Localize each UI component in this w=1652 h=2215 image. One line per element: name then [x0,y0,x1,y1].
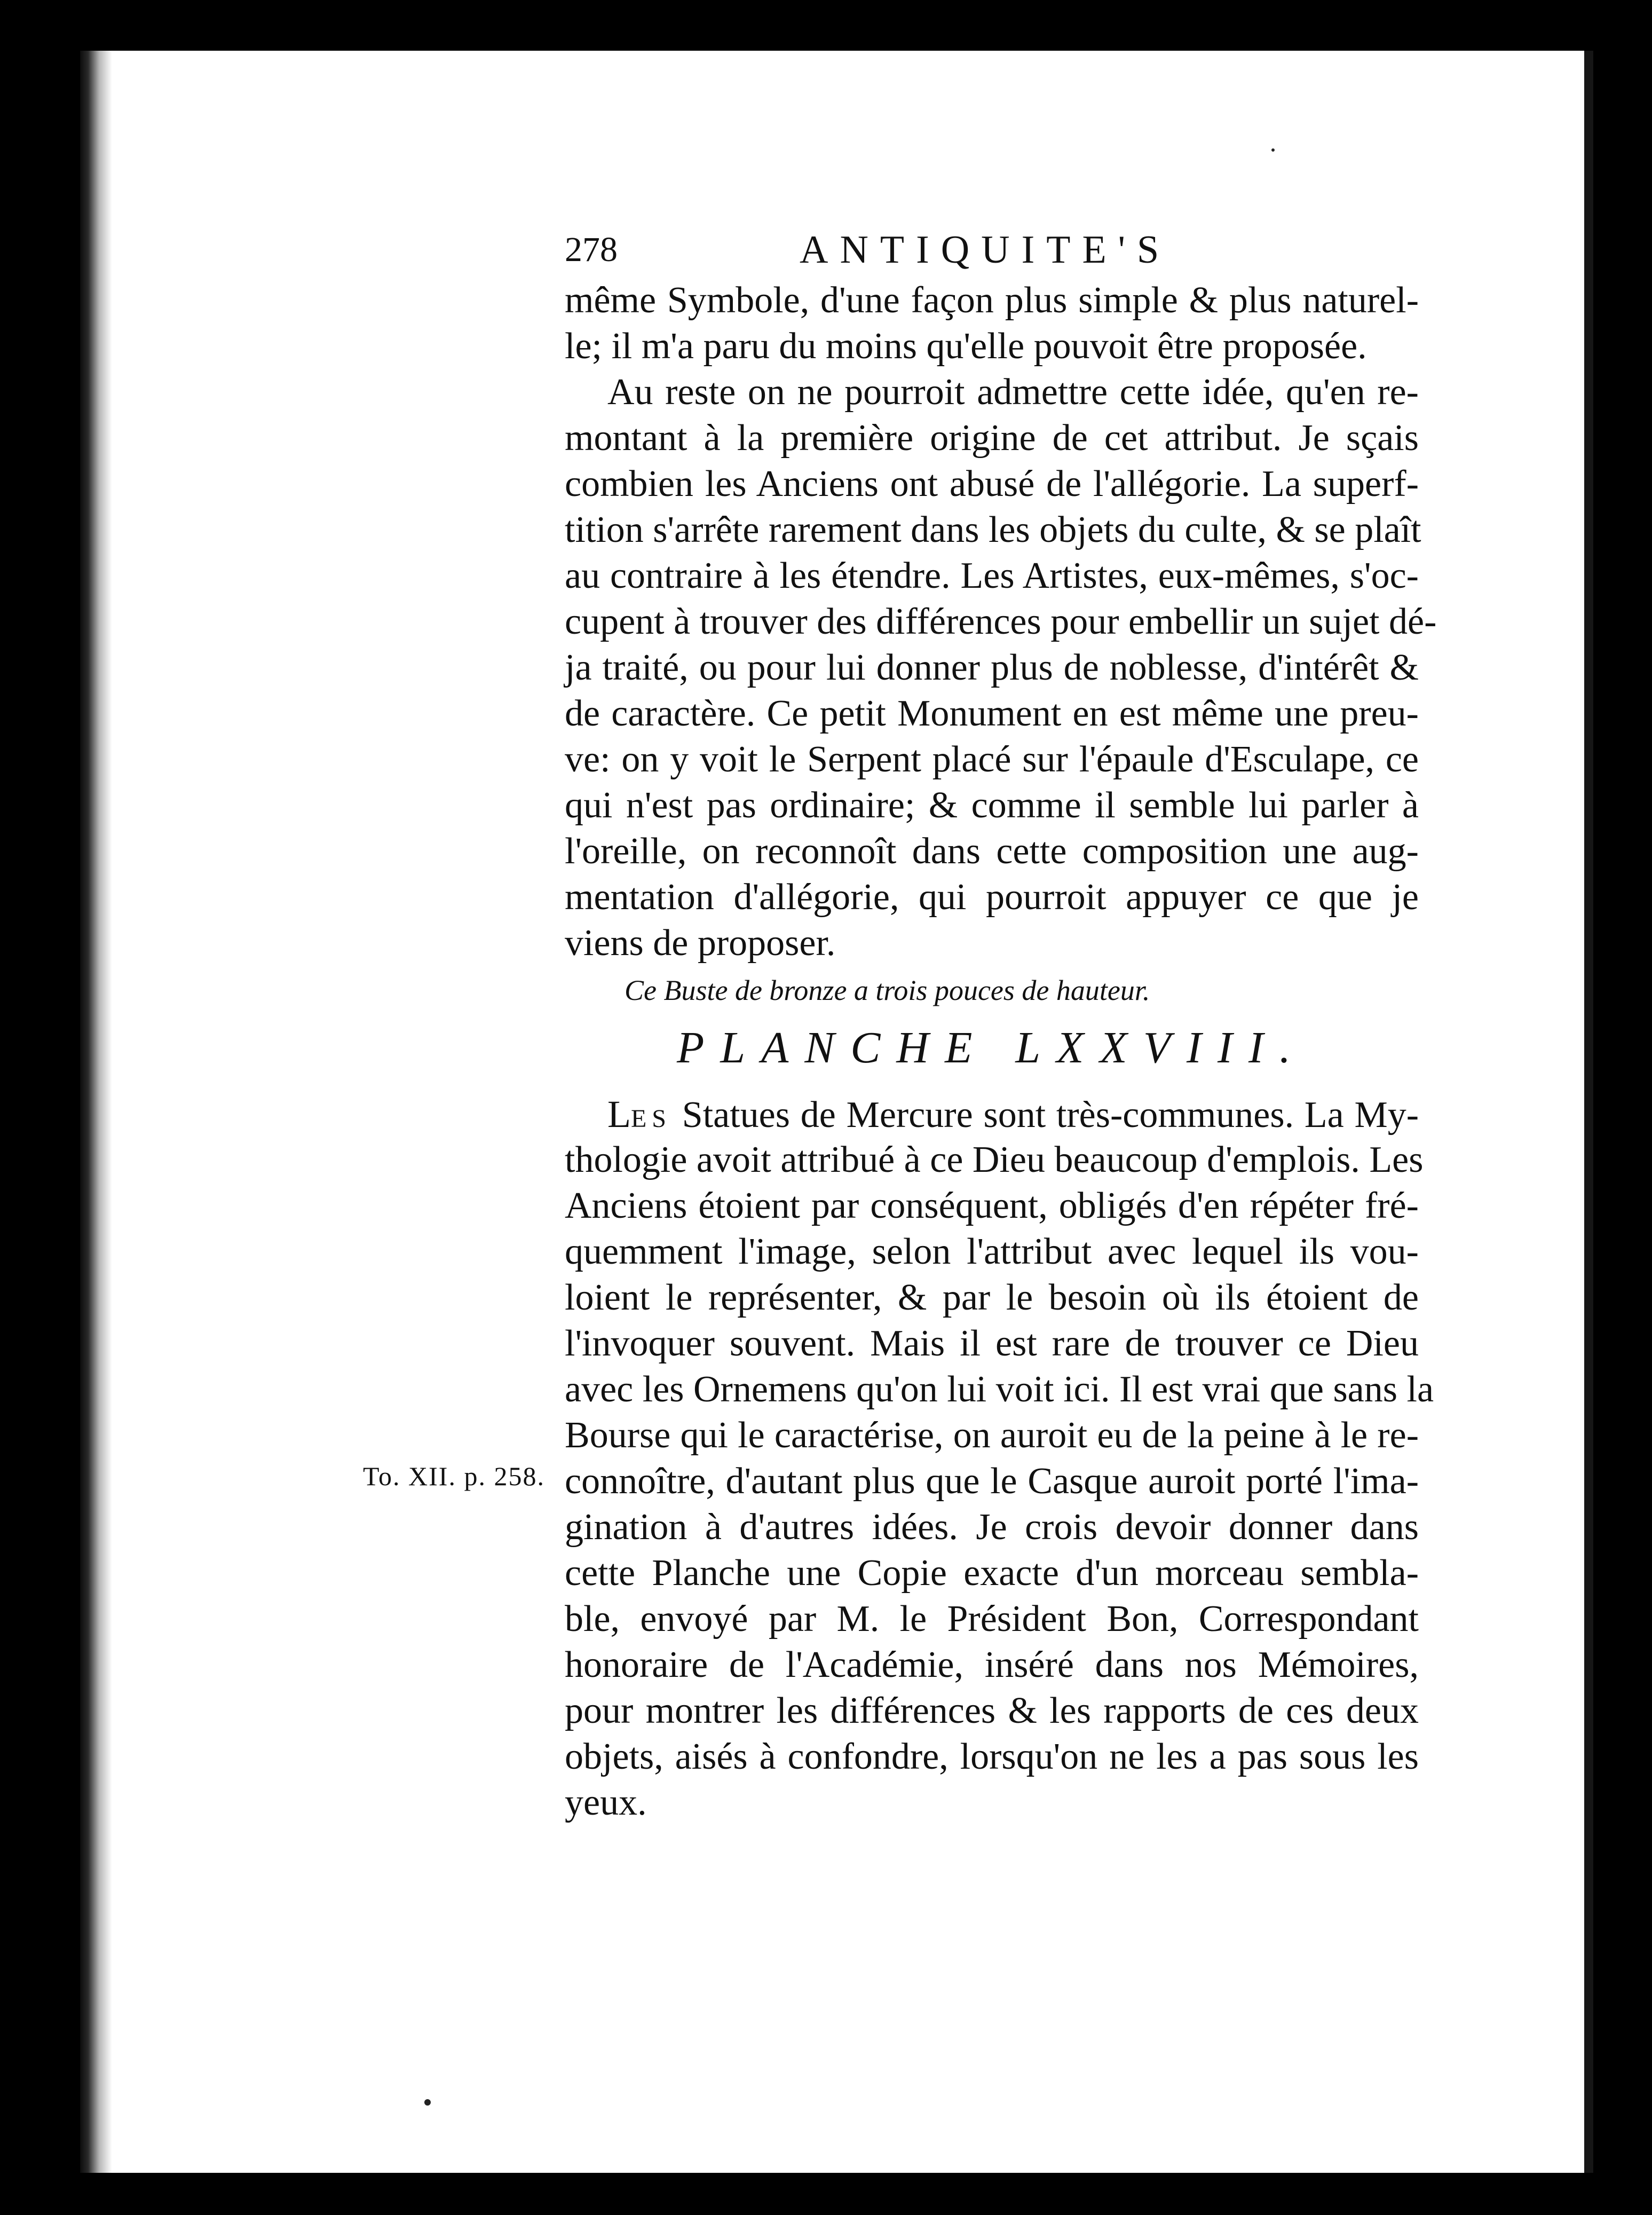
scan-edge-shadow [0,0,80,2215]
text-line: combien les Anciens ont abusé de l'allégorie. La superf- [565,463,1419,505]
text-line: l'invoquer souvent. Mais il est rare de trouver ce Dieu [565,1323,1419,1364]
figure-caption: Ce Buste de bronze a trois pouces de hauteur. [625,974,1150,1006]
drop-cap: L [607,1093,631,1136]
text-line: Au reste on ne pourroit admettre cette idée, qu'en re- [607,372,1419,413]
text-line: mentation d'allégorie, qui pourroit appuyer ce que je [565,877,1419,918]
text-line: honoraire de l'Académie, inséré dans nos Mémoires, [565,1644,1419,1685]
text-line: au contraire à les étendre. Les Artistes, eux-mêmes, s'oc- [565,555,1419,596]
ink-speck [424,2099,431,2106]
text-line: objets, aisés à confondre, lorsqu'on ne les a pas sous les [565,1736,1419,1777]
text-line: Anciens étoient par conséquent, obligés d'en répéter fré- [565,1185,1419,1226]
text-line: même Symbole, d'une façon plus simple & plus naturel- [565,280,1419,321]
page-number: 278 [565,230,618,269]
ink-speck [1271,148,1275,152]
text-line: connoître, d'autant plus que le Casque auroit porté l'ima- [565,1461,1419,1502]
text-line: ve: on y voit le Serpent placé sur l'épaule d'Esculape, ce [565,739,1419,780]
plate-heading: PLANCHE LXXVIII. [677,1023,1307,1073]
body-text [565,278,1437,1826]
text-line: Bourse qui le caractérise, on auroit eu de la peine à le re- [565,1415,1419,1456]
text-run: Statues de Mercure sont très-communes. La My- [682,1094,1419,1136]
text-line: gination à d'autres idées. Je crois devoir donner dans [565,1507,1419,1548]
text-line: tition s'arrête rarement dans les objets du culte, & se plaît [565,509,1421,550]
text-line: qui n'est pas ordinaire; & comme il semble lui parler à [565,785,1419,826]
text-line: ble, envoyé par M. le Président Bon, Correspondant [565,1598,1419,1639]
text-line: quemment l'image, selon l'attribut avec lequel ils vou- [565,1231,1419,1272]
text-line: thologie avoit attribué à ce Dieu beaucoup d'emplois. Les [565,1139,1424,1180]
page-right-edge [1584,51,1593,2173]
text-line: viens de proposer. [565,923,836,964]
text-line: loient le représenter, & par le besoin où ils étoient de [565,1277,1419,1318]
running-title: ANTIQUITE'S [800,228,1171,272]
text-line: montant à la première origine de cet attribut. Je sçais [565,417,1419,459]
running-header [565,223,1419,282]
page-gutter-shadow [80,51,112,2173]
text-line: avec les Ornemens qu'on lui voit ici. Il est vrai que sans la [565,1369,1434,1410]
margin-note: To. XII. p. 258. [363,1461,545,1491]
text-line [565,1091,1419,1137]
text-line: cette Planche une Copie exacte d'un morceau sembla- [565,1552,1419,1594]
text-line: yeux. [565,1782,647,1823]
text-line: le; il m'a paru du moins qu'elle pouvoit être proposée. [565,326,1367,367]
text-line: l'oreille, on reconnoît dans cette composition une aug- [565,831,1419,872]
text-line: de caractère. Ce petit Monument en est même une preu- [565,693,1419,734]
text-line: ja traité, ou pour lui donner plus de noblesse, d'intérêt & [565,647,1419,688]
text-line: cupent à trouver des différences pour embellir un sujet dé- [565,601,1437,642]
small-caps: ES [630,1105,671,1133]
text-line: pour montrer les différences & les rapports de ces deux [565,1690,1419,1731]
